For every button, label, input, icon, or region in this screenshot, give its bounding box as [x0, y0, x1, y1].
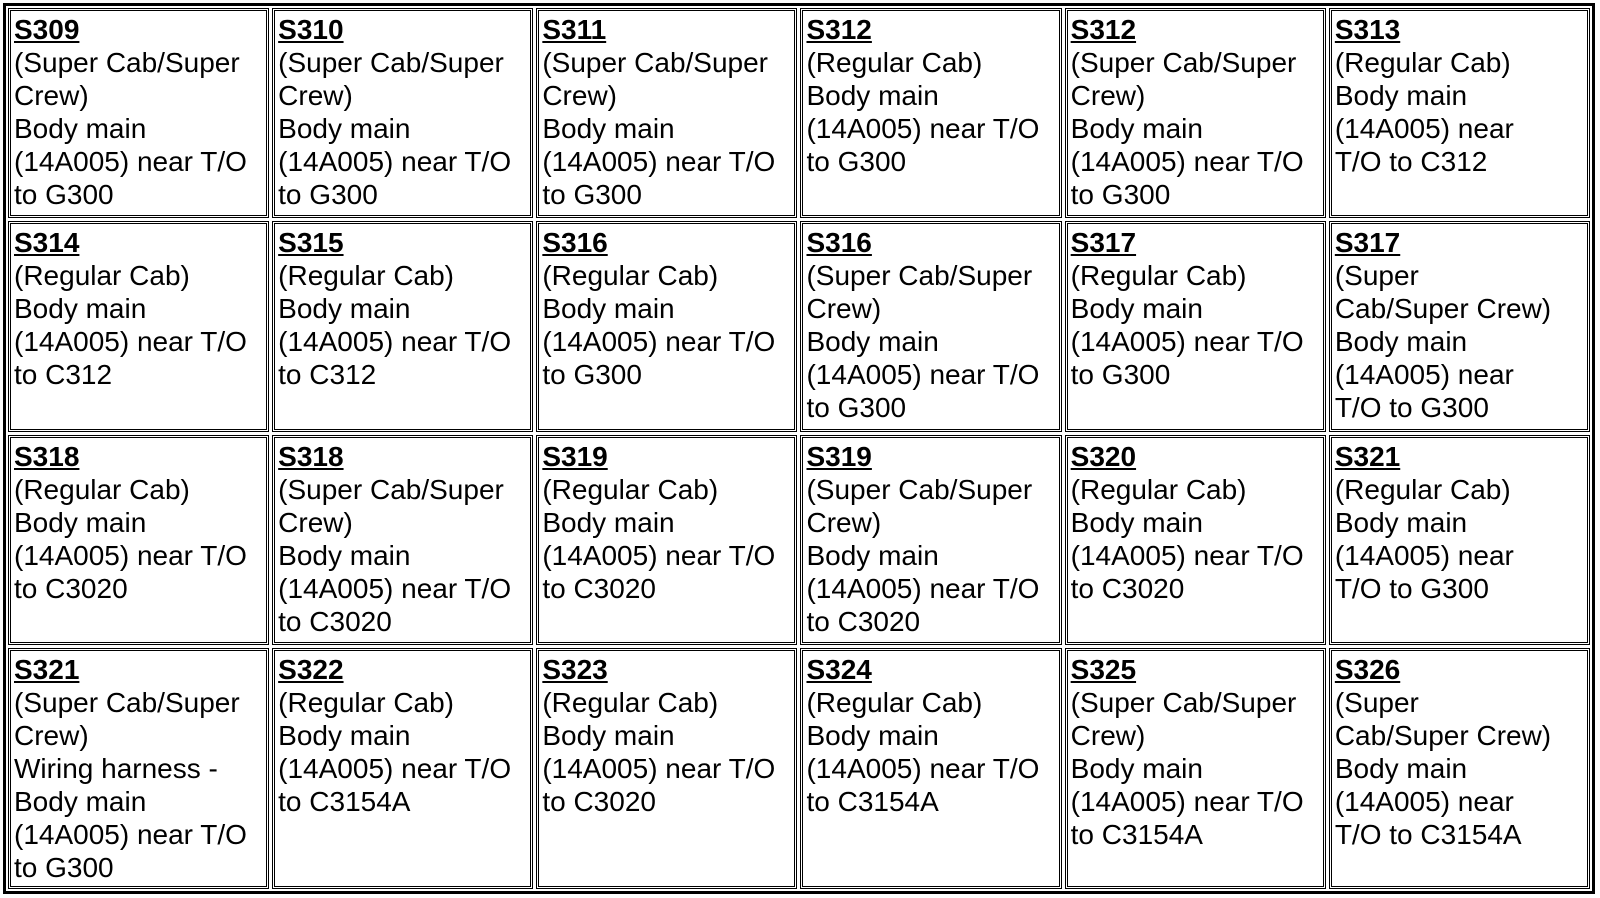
splice-id-link[interactable]: S316 — [542, 227, 608, 259]
splice-id-link[interactable]: S319 — [806, 440, 872, 472]
splice-cell — [800, 648, 1061, 889]
splice-description: (Super Cab/Super Crew) Body main (14A005) near T/O to G300 — [1070, 47, 1304, 210]
splice-description: (Regular Cab) Body main (14A005) near T/O to C3154A — [806, 686, 1040, 817]
splice-description: (Regular Cab) Body main (14A005) near T/O to C312 — [14, 260, 247, 391]
splice-cell — [1329, 648, 1590, 889]
splice-description: (Super Cab/Super Crew) Body main (14A005) near T/O to C3020 — [806, 473, 1040, 637]
splice-description: (Regular Cab) Body main (14A005) near T/O to C3020 — [542, 473, 776, 604]
splice-cell — [272, 221, 533, 431]
splice-id-link[interactable]: S312 — [806, 14, 872, 45]
splice-id-link[interactable]: S312 — [1070, 14, 1137, 45]
splice-id-link[interactable]: S318 — [14, 440, 80, 472]
splice-cell — [536, 435, 797, 645]
splice-id-link[interactable]: S314 — [14, 227, 80, 259]
splice-cell — [8, 221, 269, 431]
splice-cell — [1065, 648, 1326, 889]
splice-description: (Super Cab/Super Crew) Body main (14A005) near T/O to C3154A — [1334, 686, 1552, 850]
splice-cell — [1329, 221, 1590, 431]
splice-id-link[interactable]: S315 — [278, 227, 344, 259]
splice-id-link[interactable]: S316 — [806, 227, 872, 259]
splice-id-link[interactable]: S311 — [542, 14, 607, 45]
splice-description: (Regular Cab) Body main (14A005) near T/O to G300 — [542, 260, 776, 391]
splice-cell — [8, 8, 269, 218]
splice-cell — [8, 648, 269, 889]
splice-cell — [1329, 8, 1590, 218]
splice-cell — [8, 435, 269, 645]
splice-cell — [800, 8, 1061, 218]
splice-cell — [536, 648, 797, 889]
splice-id-link[interactable]: S321 — [1334, 440, 1401, 472]
splice-description: (Regular Cab) Body main (14A005) near T/O to C3154A — [278, 686, 512, 817]
splice-description: (Super Cab/Super Crew) Wiring harness - Body main (14A005) near T/O to G300 — [14, 686, 247, 883]
splice-cell — [1329, 435, 1590, 645]
splice-id-link[interactable]: S326 — [1334, 653, 1401, 685]
splice-cell — [800, 221, 1061, 431]
splice-id-link[interactable]: S310 — [278, 14, 344, 45]
splice-description: (Regular Cab) Body main (14A005) near T/O to C312 — [278, 260, 512, 391]
splice-description: (Regular Cab) Body main (14A005) near T/O to C3020 — [1070, 473, 1304, 604]
splice-id-link[interactable]: S322 — [278, 653, 344, 685]
splice-id-link[interactable]: S317 — [1070, 227, 1137, 259]
splice-cell — [272, 648, 533, 889]
splice-description: (Super Cab/Super Crew) Body main (14A005) near T/O to C3154A — [1070, 686, 1304, 850]
splice-description: (Super Cab/Super Crew) Body main (14A005) near T/O to G300 — [806, 260, 1040, 424]
splice-cell — [272, 435, 533, 645]
splice-id-link[interactable]: S317 — [1334, 227, 1401, 259]
splice-id-link[interactable]: S325 — [1070, 653, 1137, 685]
splice-id-link[interactable]: S323 — [542, 653, 608, 685]
splice-cell — [1065, 221, 1326, 431]
splice-description: (Regular Cab) Body main (14A005) near T/O to G300 — [1334, 473, 1514, 604]
splice-description: (Super Cab/Super Crew) Body main (14A005) near T/O to G300 — [14, 47, 247, 210]
splice-id-link[interactable]: S319 — [542, 440, 608, 472]
splice-cell — [800, 435, 1061, 645]
splice-id-link[interactable]: S321 — [14, 653, 80, 685]
splice-cell — [536, 8, 797, 218]
splice-description: (Super Cab/Super Crew) Body main (14A005) near T/O to G300 — [542, 47, 776, 210]
splice-grid — [6, 6, 1592, 891]
splice-cell — [272, 8, 533, 218]
splice-cell — [1065, 435, 1326, 645]
splice-description: (Regular Cab) Body main (14A005) near T/O to C312 — [1334, 47, 1514, 177]
splice-id-link[interactable]: S324 — [806, 653, 872, 685]
splice-id-link[interactable]: S318 — [278, 440, 344, 472]
splice-id-link[interactable]: S320 — [1070, 440, 1137, 472]
splice-description: (Regular Cab) Body main (14A005) near T/O to G300 — [806, 47, 1040, 177]
splice-description: (Regular Cab) Body main (14A005) near T/O to G300 — [1070, 260, 1304, 391]
splice-table — [3, 3, 1595, 894]
splice-description: (Regular Cab) Body main (14A005) near T/O to C3020 — [542, 686, 776, 817]
splice-cell — [1065, 8, 1326, 218]
splice-id-link[interactable]: S309 — [14, 14, 80, 45]
splice-id-link[interactable]: S313 — [1334, 14, 1401, 45]
splice-description: (Super Cab/Super Crew) Body main (14A005) near T/O to C3020 — [278, 473, 512, 637]
splice-description: (Regular Cab) Body main (14A005) near T/O to C3020 — [14, 473, 247, 604]
splice-cell — [536, 221, 797, 431]
splice-description: (Super Cab/Super Crew) Body main (14A005) near T/O to G300 — [278, 47, 512, 210]
splice-description: (Super Cab/Super Crew) Body main (14A005) near T/O to G300 — [1334, 260, 1552, 424]
